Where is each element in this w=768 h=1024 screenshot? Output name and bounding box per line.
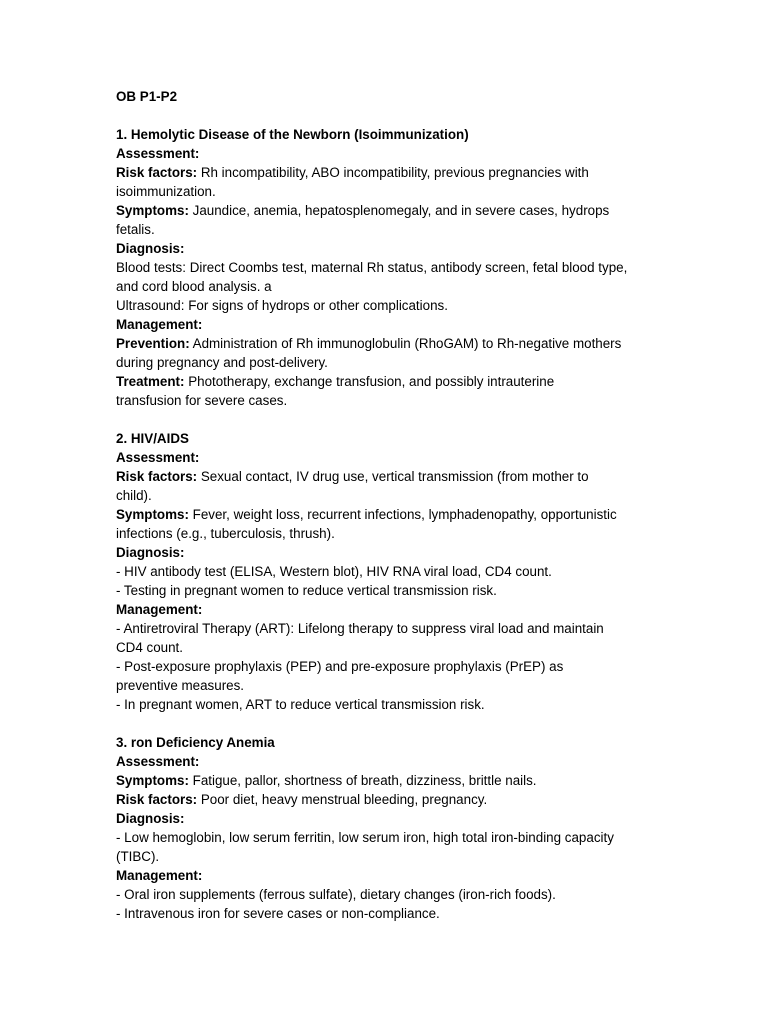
management-heading: Management: (116, 317, 203, 332)
symptoms-text: Jaundice, anemia, hepatosplenomegaly, and in severe cases, hydrops (188, 203, 610, 218)
document-page (116, 87, 676, 923)
symptoms-line (116, 201, 676, 220)
risk-factors-text: Sexual contact, IV drug use, vertical transmission (from mother to (197, 469, 589, 484)
treatment-text: Phototherapy, exchange transfusion, and possibly intrauterine (184, 374, 555, 389)
assessment-heading: Assessment: (116, 146, 200, 161)
risk-factors-line (116, 163, 676, 182)
section-hiv-aids (116, 429, 676, 714)
assessment-heading: Assessment: (116, 754, 200, 769)
diagnosis-line: and cord blood analysis. a (116, 279, 272, 294)
management-line: - Post-exposure prophylaxis (PEP) and pre-exposure prophylaxis (PrEP) as (116, 659, 564, 674)
symptoms-line (116, 505, 676, 524)
symptoms-label: Symptoms: (116, 203, 189, 218)
treatment-text-cont: transfusion for severe cases. (116, 393, 288, 408)
risk-factors-label: Risk factors: (116, 792, 198, 807)
diagnosis-line: - HIV antibody test (ELISA, Western blot), HIV RNA viral load, CD4 count. (116, 564, 552, 579)
management-line: - Intravenous iron for severe cases or non-compliance. (116, 906, 440, 921)
section-hemolytic-disease (116, 125, 676, 410)
risk-factors-label: Risk factors: (116, 469, 198, 484)
treatment-line (116, 372, 676, 391)
risk-factors-text-cont: child). (116, 488, 152, 503)
diagnosis-heading: Diagnosis: (116, 545, 185, 560)
symptoms-text: Fatigue, pallor, shortness of breath, dizziness, brittle nails. (188, 773, 537, 788)
diagnosis-line: - Testing in pregnant women to reduce vertical transmission risk. (116, 583, 497, 598)
symptoms-text-cont: infections (e.g., tuberculosis, thrush). (116, 526, 335, 541)
diagnosis-heading: Diagnosis: (116, 811, 185, 826)
symptoms-label: Symptoms: (116, 773, 189, 788)
risk-factors-label: Risk factors: (116, 165, 198, 180)
symptoms-label: Symptoms: (116, 507, 189, 522)
management-heading: Management: (116, 602, 203, 617)
risk-factors-line (116, 467, 676, 486)
diagnosis-line: - Low hemoglobin, low serum ferritin, low serum iron, high total iron-binding capacity (116, 830, 614, 845)
spacer (116, 714, 676, 733)
spacer (116, 410, 676, 429)
prevention-text-cont: during pregnancy and post-delivery. (116, 355, 328, 370)
risk-factors-text: Poor diet, heavy menstrual bleeding, pregnancy. (197, 792, 488, 807)
management-line: - In pregnant women, ART to reduce vertical transmission risk. (116, 697, 485, 712)
document-title: OB P1-P2 (116, 89, 178, 104)
management-heading: Management: (116, 868, 203, 883)
risk-factors-text-cont: isoimmunization. (116, 184, 216, 199)
section-title: 1. Hemolytic Disease of the Newborn (Isoimmunization) (116, 127, 469, 142)
symptoms-line (116, 771, 676, 790)
risk-factors-text: Rh incompatibility, ABO incompatibility, previous pregnancies with (197, 165, 589, 180)
risk-factors-line (116, 790, 676, 809)
treatment-label: Treatment: (116, 374, 185, 389)
diagnosis-line: Ultrasound: For signs of hydrops or other complications. (116, 298, 448, 313)
section-title: 2. HIV/AIDS (116, 431, 189, 446)
management-line: - Oral iron supplements (ferrous sulfate), dietary changes (iron-rich foods). (116, 887, 556, 902)
section-iron-deficiency-anemia (116, 733, 676, 923)
management-line: CD4 count. (116, 640, 183, 655)
prevention-label: Prevention: (116, 336, 190, 351)
management-line: preventive measures. (116, 678, 245, 693)
prevention-line (116, 334, 676, 353)
diagnosis-line: Blood tests: Direct Coombs test, maternal Rh status, antibody screen, fetal blood type, (116, 260, 628, 275)
symptoms-text-cont: fetalis. (116, 222, 155, 237)
diagnosis-heading: Diagnosis: (116, 241, 185, 256)
prevention-text: Administration of Rh immunoglobulin (RhoGAM) to Rh-negative mothers (189, 336, 622, 351)
section-title: 3. ron Deficiency Anemia (116, 735, 275, 750)
symptoms-text: Fever, weight loss, recurrent infections, lymphadenopathy, opportunistic (188, 507, 617, 522)
diagnosis-line: (TIBC). (116, 849, 160, 864)
management-line: - Antiretroviral Therapy (ART): Lifelong therapy to suppress viral load and maintain (116, 621, 604, 636)
assessment-heading: Assessment: (116, 450, 200, 465)
spacer (116, 106, 676, 125)
